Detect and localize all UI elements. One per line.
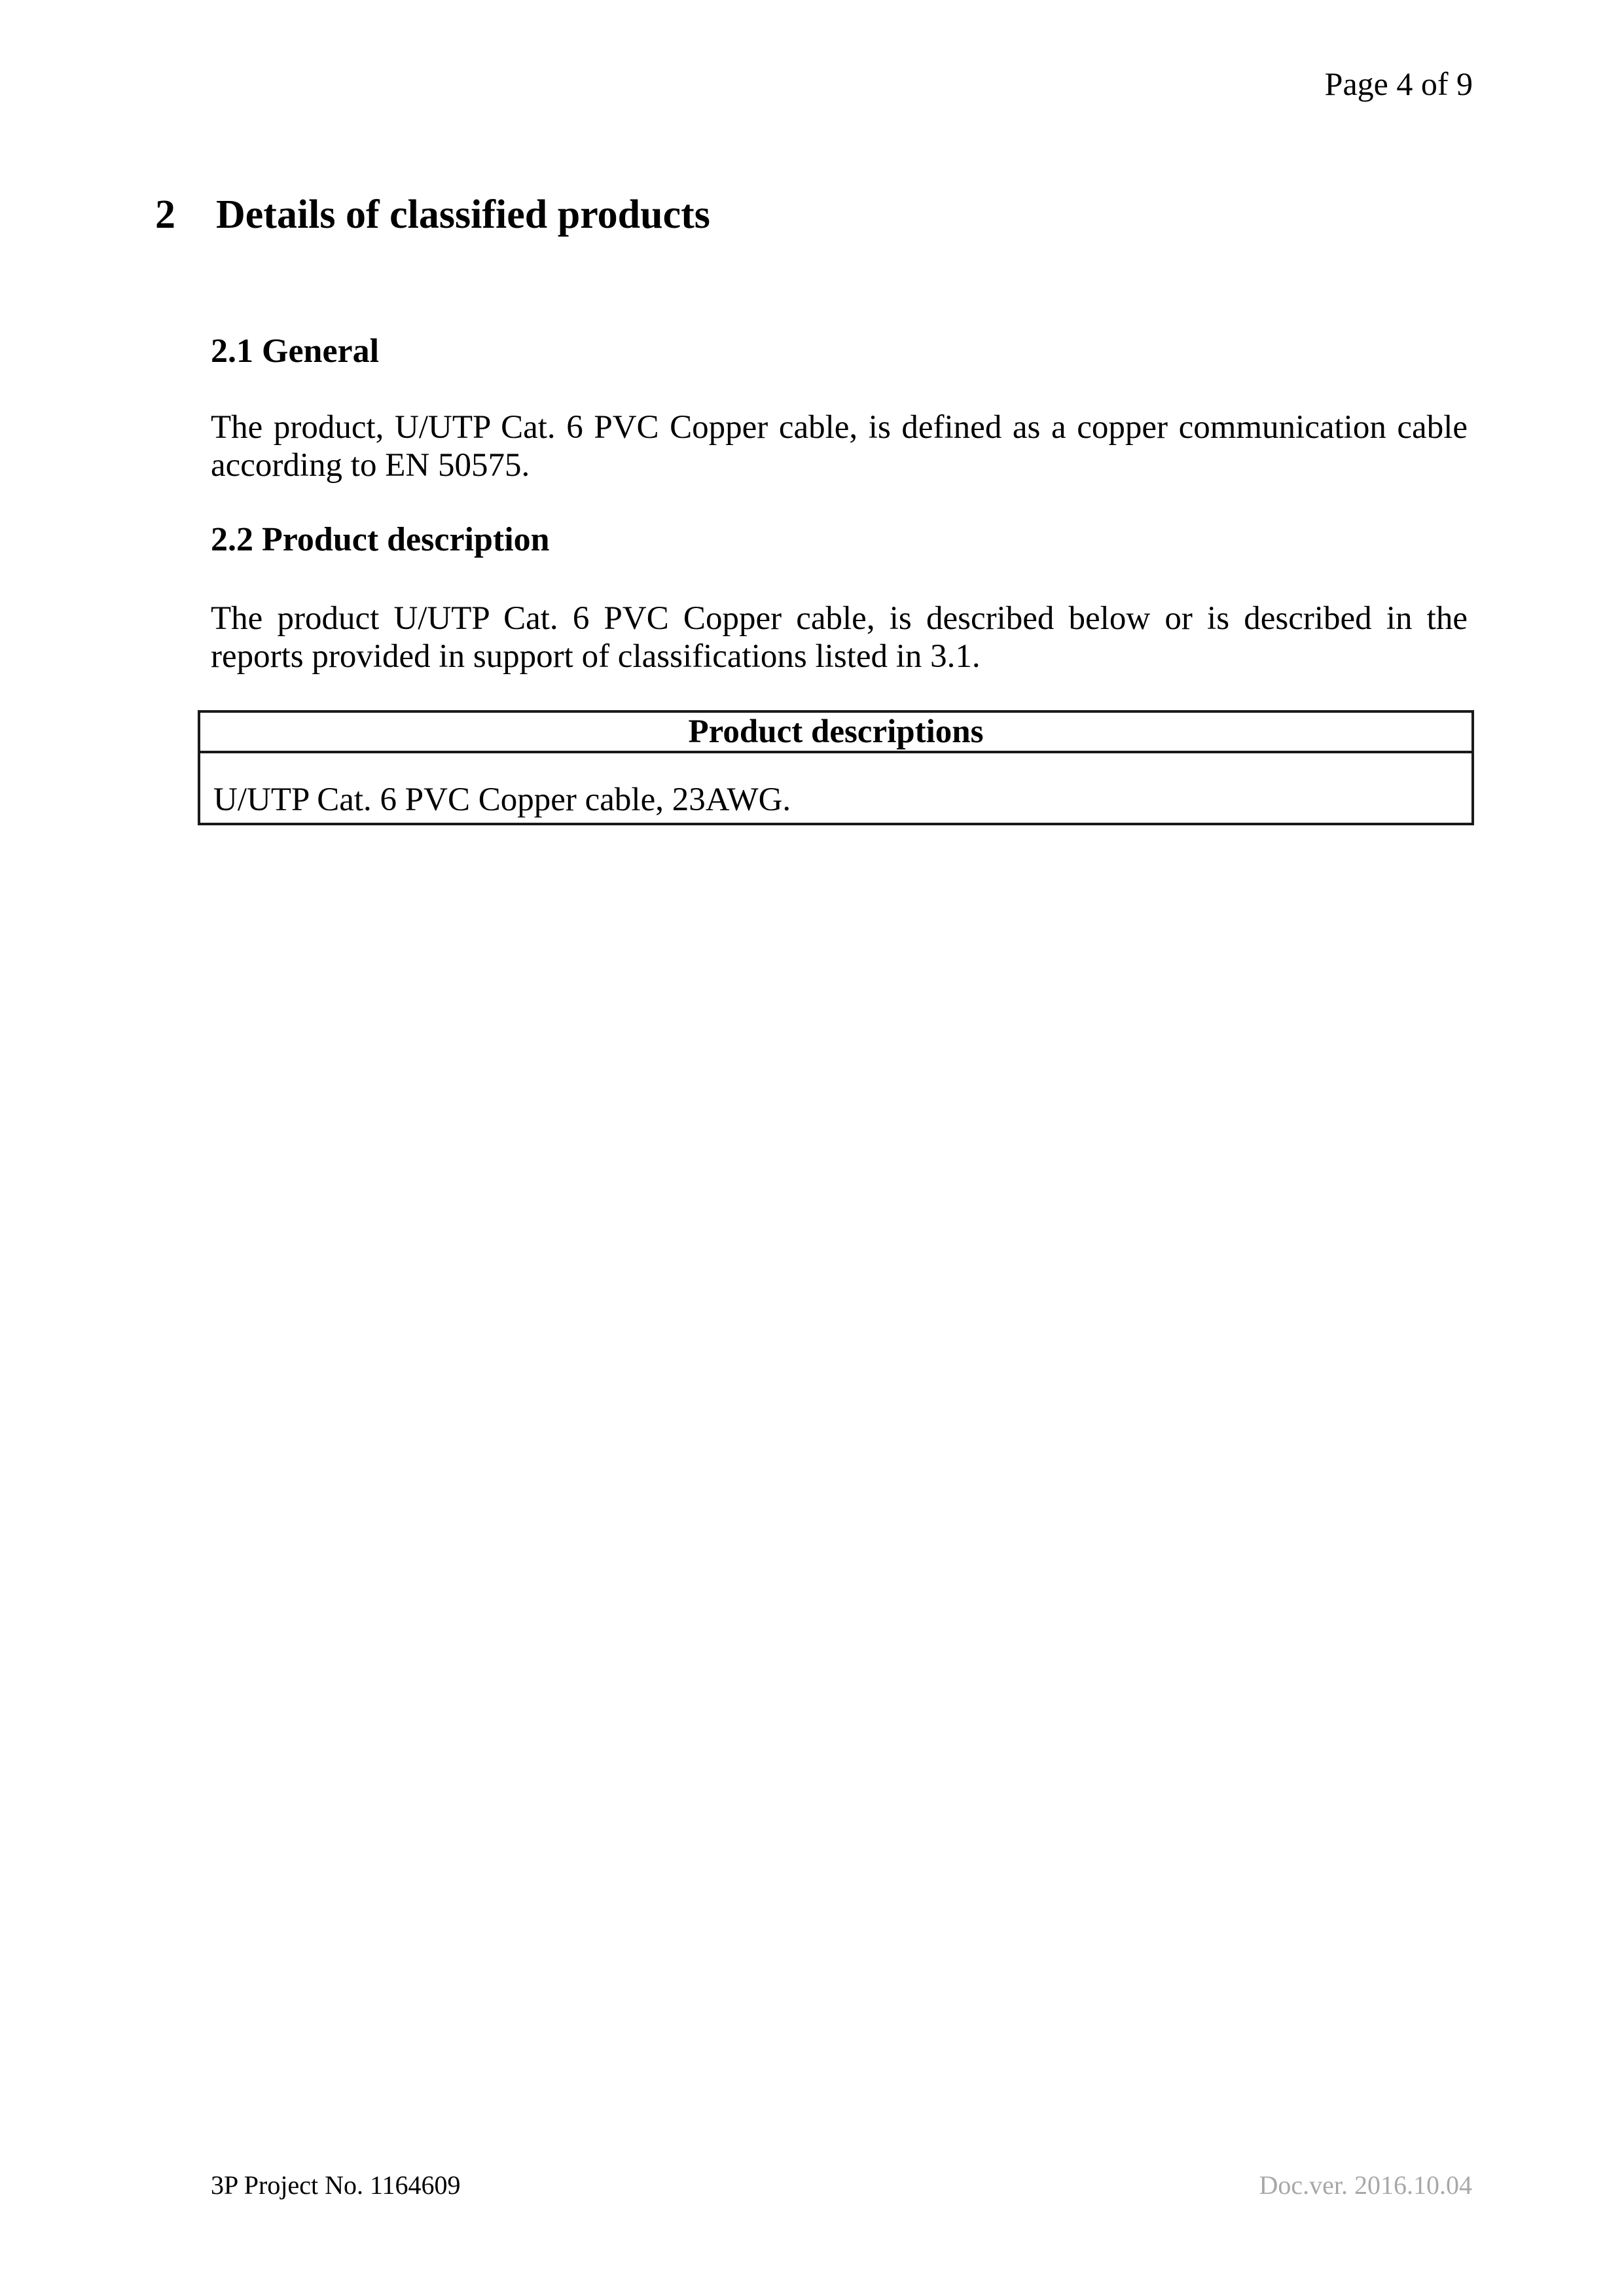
- table-row: [199, 752, 1473, 824]
- table-cell-product-description: U/UTP Cat. 6 PVC Copper cable, 23AWG.: [199, 752, 1473, 824]
- chapter-heading-title: Details of classified products: [216, 192, 710, 237]
- chapter-heading: [155, 194, 710, 235]
- section-2-2-heading: 2.2 Product description: [211, 521, 550, 558]
- chapter-heading-number: 2: [155, 192, 175, 237]
- section-2-1-paragraph: The product, U/UTP Cat. 6 PVC Copper cable, is defined as a copper communication cable according to EN 50575.: [211, 409, 1468, 484]
- product-table-body: [199, 752, 1473, 824]
- footer-project-number: 3P Project No. 1164609: [211, 2170, 461, 2200]
- table-header-cell: Product descriptions: [199, 711, 1473, 752]
- product-table-head: [199, 711, 1473, 752]
- table-header-row: [199, 711, 1473, 752]
- section-2-1-heading: 2.1 General: [211, 332, 380, 370]
- page-number-indicator: Page 4 of 9: [1324, 65, 1473, 102]
- product-descriptions-table: [198, 710, 1474, 825]
- footer-doc-version: Doc.ver. 2016.10.04: [1259, 2170, 1472, 2200]
- section-2-2-paragraph: The product U/UTP Cat. 6 PVC Copper cable, is described below or is described in the reports provided in support of classifications listed in 3.1.: [211, 600, 1468, 675]
